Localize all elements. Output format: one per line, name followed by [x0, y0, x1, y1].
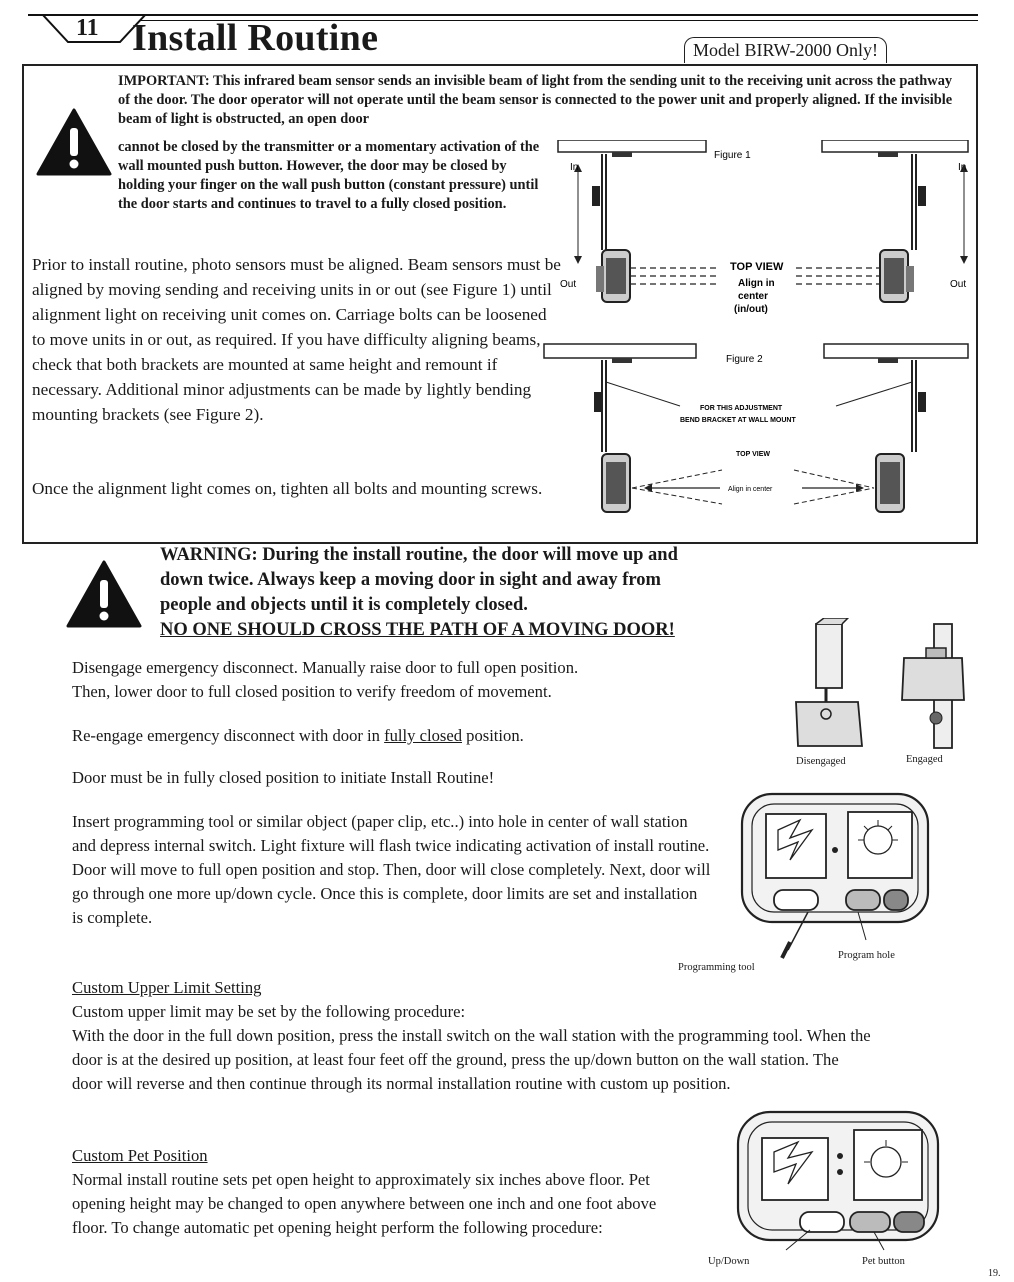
- fig1-align-3: (in/out): [734, 304, 768, 315]
- reengage-fully-closed: fully closed: [384, 726, 462, 745]
- fig1-align-1: Align in: [738, 278, 775, 289]
- chapter-number: 11: [76, 15, 99, 41]
- insert-tool-paragraph: Insert programming tool or similar object (paper clip, etc..) into hole in center of wall station and depress internal switch. Light fixture will flash twice indicating activation of install routine. Door will move to full open position and stop. Then, door will close completely. Next, door will go through one more up/down cycle. Once this is complete, door limits are set and installation is complete.: [72, 812, 711, 927]
- fig1-out-left: Out: [560, 279, 577, 290]
- reengage-post: position.: [462, 726, 524, 745]
- custom-upper-heading: Custom Upper Limit Setting: [72, 978, 262, 997]
- fig2-label: Figure 2: [726, 354, 763, 365]
- custom-upper-body: With the door in the full down position, press the install switch on the wall station with the programming tool. When the door is at the desired up position, at least four feet off the ground, press the up/down button on the wall station. The door will reverse and then continue through its normal installation routine with custom up position.: [72, 1026, 871, 1093]
- disengage-line-2: Then, lower door to full closed position to verify freedom of movement.: [72, 682, 552, 701]
- updown-caption: Up/Down: [708, 1256, 750, 1267]
- important-text-wide: [118, 72, 954, 129]
- disengage-paragraph: [72, 656, 772, 704]
- pet-button-caption: Pet button: [862, 1256, 905, 1267]
- disconnect-figure: [786, 618, 976, 766]
- model-label: Model BIRW-2000 Only!: [684, 37, 887, 63]
- disengaged-trolley: [796, 702, 862, 746]
- fig1-in-right: In: [958, 162, 967, 173]
- engaged-caption: Engaged: [906, 754, 943, 765]
- reengage-paragraph: [72, 724, 772, 748]
- warning-triangle-icon: [36, 108, 112, 176]
- page-number: 19.: [988, 1268, 1001, 1279]
- must-be-closed-line: Door must be in fully closed position to initiate Install Routine!: [72, 768, 495, 787]
- program-hole-caption: Program hole: [838, 950, 895, 961]
- important-lead: IMPORTANT:: [118, 73, 210, 89]
- figure-1-diagram: [540, 140, 976, 340]
- reengage-pre: Re-engage emergency disconnect with door in: [72, 726, 385, 745]
- fig1-header-right: [822, 140, 968, 152]
- fig2-header-right: [824, 344, 968, 358]
- disengage-line-1: Disengage emergency disconnect. Manually raise door to full open position.: [72, 658, 579, 677]
- warning-line-1: WARNING: During the install routine, the door will move up and: [160, 545, 678, 565]
- fig1-in-left: In: [570, 162, 579, 173]
- fig2-note-1: FOR THIS ADJUSTMENT: [700, 405, 783, 412]
- wall-station-figure-1: [738, 790, 938, 960]
- custom-upper-line-1: Custom upper limit may be set by the following procedure:: [72, 1002, 466, 1021]
- warning-text: [160, 543, 800, 643]
- engaged-trolley: [902, 658, 964, 700]
- fig2-top-view: TOP VIEW: [736, 451, 770, 458]
- pet-button[interactable]: [846, 890, 880, 910]
- fig2-align: Align in center: [728, 486, 773, 493]
- warning-triangle-icon-2: [66, 560, 142, 628]
- fig1-align-2: center: [738, 291, 769, 302]
- warning-line-3: people and objects until it is completely closed.: [160, 595, 528, 615]
- fig1-top-view: TOP VIEW: [730, 261, 784, 273]
- updown-button[interactable]: [774, 890, 818, 910]
- fig2-header-left: [544, 344, 696, 358]
- tighten-paragraph: Once the alignment light comes on, tighten all bolts and mounting screws.: [32, 479, 543, 498]
- fig1-label: Figure 1: [714, 150, 751, 161]
- alignment-paragraph: Prior to install routine, photo sensors must be aligned. Beam sensors must be aligned by moving sending and receiving units in or out (see Figure 1) until alignment light on receiving unit comes on. Carriage bolts can be loosened to move units in or out, as required. If you have difficulty aligning beams, check that both brackets are mounted at same height and remount if necessary. Additional minor adjustments can be made by lightly bending mounting brackets (see Figure 2).: [32, 255, 561, 424]
- light-lens-right: [848, 812, 912, 878]
- pet-button-2[interactable]: [850, 1212, 890, 1232]
- warning-line-2: down twice. Always keep a moving door in sight and away from: [160, 570, 661, 590]
- warning-line-4: NO ONE SHOULD CROSS THE PATH OF A MOVING DOOR!: [160, 620, 675, 640]
- updown-button-2[interactable]: [800, 1212, 844, 1232]
- programming-tool-caption: Programming tool: [678, 962, 755, 973]
- fig2-note-2: BEND BRACKET AT WALL MOUNT: [680, 417, 796, 424]
- program-hole[interactable]: [832, 847, 838, 853]
- custom-pet-body: Normal install routine sets pet open height to approximately six inches above floor. Pet opening height may be changed to open anywhere between one inch and one foot above floor. To change automatic pet opening height perform the following procedure:: [72, 1170, 657, 1237]
- wall-station-figure-2: [734, 1108, 948, 1264]
- fig1-out-right: Out: [950, 279, 967, 290]
- fig1-header-left: [558, 140, 706, 152]
- important-text-narrow: cannot be closed by the transmitter or a momentary activation of the wall mounted push button. However, the door may be closed by holding your finger on the wall push button (constant pressure) until the door starts and continues to travel to a fully closed position.: [118, 139, 540, 212]
- figure-2-diagram: [540, 342, 976, 522]
- disengaged-caption: Disengaged: [796, 756, 846, 767]
- page-title: Install Routine: [132, 17, 379, 59]
- important-body-wide: This infrared beam sensor sends an invisible beam of light from the sending unit to the receiving unit across the pathway of the door. The door operator will not operate until the beam sensor is connected to the power unit and properly aligned. If the invisible beam of light is obstructed, an open door: [118, 73, 953, 127]
- custom-pet-heading: Custom Pet Position: [72, 1146, 208, 1165]
